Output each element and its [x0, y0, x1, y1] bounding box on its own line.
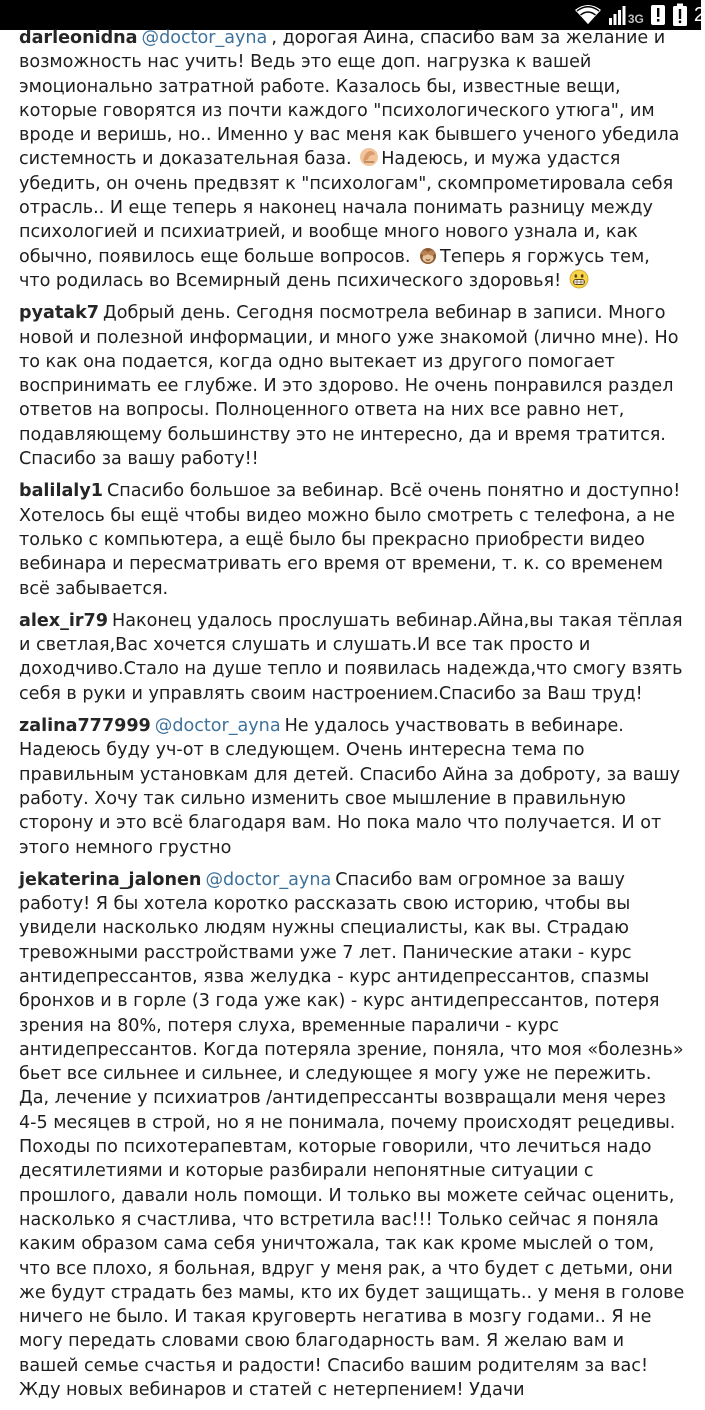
- comment-text: Не удалось участвовать в вебинаре. Надеюсь буду уч-от в следующем. Очень интересна тема по правильным установкам для детей. Спасибо Айна за доброту, за вашу работу. Хочу так сильно изменить свое мышление в правильную сторону и это всё благодаря вам. Но пока мало что получается. И от этого немного грустно: [19, 716, 681, 858]
- alert-icon: [650, 4, 666, 26]
- comment-item: [19, 868, 685, 1403]
- status-time: 2: [693, 3, 705, 26]
- wifi-icon: [574, 4, 602, 26]
- comment-mention[interactable]: @doctor_ayna: [154, 716, 281, 737]
- comment-username[interactable]: alex_ir79: [19, 610, 108, 631]
- comment-item: [19, 479, 685, 600]
- comment-username[interactable]: pyatak7: [19, 303, 100, 324]
- see-no-evil-monkey-emoji: [418, 245, 438, 265]
- network-label: 3G: [627, 12, 644, 26]
- comment-text: Наконец удалось прослушать вебинар.Айна,вы такая тёплая и светлая,Вас хочется слушать и слушать.И все так просто и доходчиво.Стало на душе тепло и появилась надежда,что смогу взять себя в руки и управлять своим настроением.Спасибо за Ваш труд!: [19, 610, 683, 704]
- flexed-biceps-emoji: [359, 147, 379, 167]
- comment-item: [19, 301, 685, 471]
- comment-text: Спасибо вам огромное за вашу работу! Я бы хотела коротко рассказать свою историю, чтобы вы увидели насколько людям нужны специалисты, как вы. Страдаю тревожными расстройствами уже 7 лет. Панические атаки - курс антидепрессантов, язва желудка - курс антидепрессантов, спазмы бронхов и в горле (3 года уже как) - курс антидепрессантов, потеря зрения на 80%, потеря слуха, временные параличи - курс антидепрессантов. Когда потеряла зрение, поняла, что моя «болезнь» бьет все сильнее и сильнее, и следующее я могу уже не пережить. Да, лечение у психиатров /антидепрессанты возвращали меня через 4-5 месяцев в строй, но я не понимала, почему происходят рецедивы. Походы по психотерапевтам, которые говорили, что лечиться надо десятилетиями и которые разбирали непонятные ситуации с прошлого, давали ноль помощи. И только вы можете сейчас оценить, насколько я счастлива, что встретила вас!!! Только сейчас я поняла каким образом сама себя уничтожала, так как кроме мыслей о том, что все плохо, я больная, вдруг у меня рак, а что будет с детьми, они же будут страдать без мамы, кто их будет защищать.. у меня в голове ничего не было. И такая круговерть негатива в мозгу годами.. Я не могу передать словами свою благодарность вам. Я желаю вам и вашей семье счастья и радости! Спасибо вашим родителям за вас! Жду новых вебинаров и статей с нетерпением! Удачи: [19, 869, 685, 1401]
- comment-text: Добрый день. Сегодня посмотрела вебинар в записи. Много новой и полезной информации, и много уже знакомой (лично мне). Но то как она подается, когда одно вытекает из другого помогает воспринимать ее глубже. И это здорово. Не очень понравился раздел ответов на вопросы. Полноценного ответа на них все равно нет, подавляющему большинству это не интересно, да и время тратится. Спасибо за вашу работу!!: [19, 303, 679, 470]
- comment-item: [19, 26, 685, 293]
- comment-text: Спасибо большое за вебинар. Всё очень понятно и доступно! Хотелось бы ещё чтобы видео можно было смотреть с телефона, а не только с компьютера, а ещё было бы прекрасно приобрести видео вебинара и пересматривать его время от времени, т. к. со временем всё забывается.: [19, 481, 681, 599]
- grinning-face-emoji: [569, 269, 589, 289]
- comment-mention[interactable]: @doctor_ayna: [141, 28, 268, 48]
- signal-icon: [608, 4, 626, 26]
- comment-username[interactable]: zalina777999: [19, 716, 151, 737]
- comment-username[interactable]: jekaterina_jalonen: [19, 869, 202, 890]
- comment-mention[interactable]: @doctor_ayna: [205, 869, 332, 890]
- comment-item: [19, 609, 685, 706]
- comment-item: [19, 714, 685, 860]
- comment-text: , дорогая Аина, спасибо вам за желание и возможность нас учить! Ведь это еще доп. нагрузка к вашей эмоционально затратной работе. Казалось бы, известные вещи, которые говорятся из почти каждого "психологического утюга", им вроде и веришь, но.. Именно у вас меня как бывшего ученого убедила системность и доказательная база.: [19, 28, 680, 170]
- comment-text: Теперь я горжусь тем, что родилась во Всемирный день психического здоровья!: [19, 246, 650, 291]
- comment-username[interactable]: balilaly1: [19, 481, 103, 502]
- comment-text: Надеюсь, и мужа удастся убедить, он очень предвзят к "психологам", скомпрометировала себя отрасль.. И еще теперь я наконец начала понимать разницу между психологией и психиатрией, и вообще много нового узнала и, как обычно, появилось еще больше вопросов.: [19, 149, 674, 267]
- comments-list: [19, 26, 685, 1410]
- comment-username[interactable]: darleonidna: [19, 28, 138, 48]
- battery-icon: [672, 3, 688, 27]
